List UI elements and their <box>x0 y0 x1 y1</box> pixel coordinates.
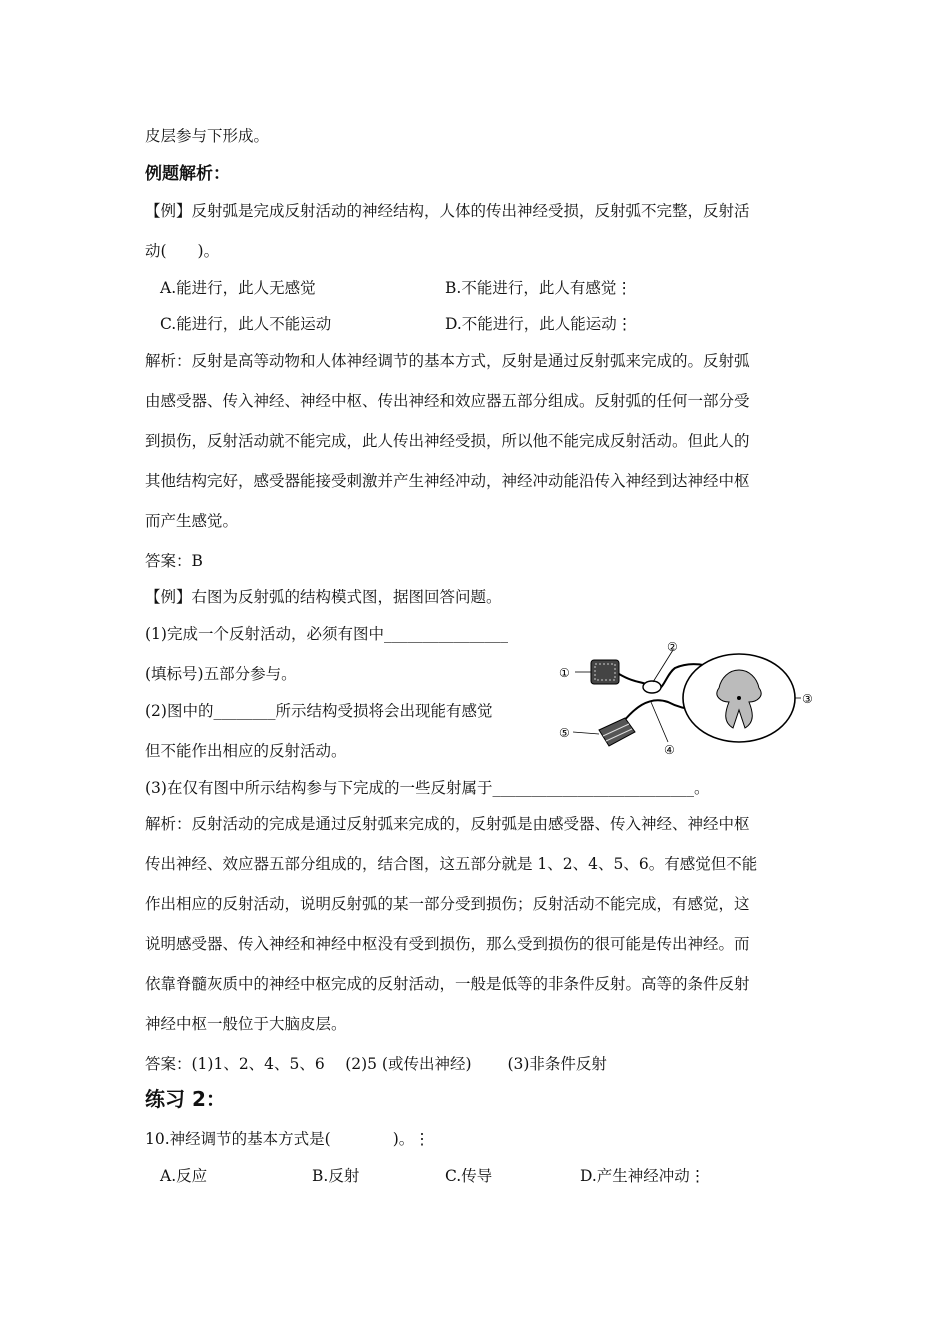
ex1-answer: 答案：B <box>145 552 203 570</box>
ex1-option-a: A.能进行，此人无感觉 <box>160 279 316 297</box>
ex2-question-1-line-1: (1)完成一个反射活动，必须有图中________________ <box>145 625 508 643</box>
ex2-question-3: (3)在仅有图中所示结构参与下完成的一些反射属于__________________________。 <box>145 779 710 797</box>
ex1-analysis-line: 而产生感觉。 <box>145 512 239 530</box>
q10-option-d: D.产生神经冲动⋮ <box>580 1167 706 1185</box>
ex2-answer: 答案：(1)1、2、4、5、6 (2)5 (或传出神经) (3)非条件反射 <box>145 1055 607 1073</box>
ex2-analysis-line: 神经中枢一般位于大脑皮层。 <box>145 1015 347 1033</box>
ex1-option-d: D.不能进行，此人能运动⋮ <box>445 315 633 333</box>
ex1-analysis-line: 其他结构完好，感受器能接受刺激并产生神经冲动，神经冲动能沿传入神经到达神经中枢 <box>145 472 750 490</box>
ex2-analysis-line: 传出神经、效应器五部分组成的，结合图，这五部分就是 1、2、4、5、6。有感觉但不能 <box>145 855 758 873</box>
receptor-figure <box>591 660 619 684</box>
effector-figure <box>599 718 635 746</box>
ex2-analysis-line: 解析：反射活动的完成是通过反射弧来完成的，反射弧是由感受器、传入神经、神经中枢 <box>145 815 750 833</box>
ex2-question-2-line-1: (2)图中的________所示结构受损将会出现能有感觉 <box>145 702 493 720</box>
intro-tail: 皮层参与下形成。 <box>145 127 270 145</box>
ex2-intro: 【例】右图为反射弧的结构模式图，据图回答问题。 <box>145 588 502 606</box>
practice-heading: 练习 2： <box>145 1087 226 1111</box>
examples-heading: 例题解析： <box>145 164 230 184</box>
figure-label-1: ① <box>559 666 570 680</box>
figure-label-3: ③ <box>802 692 813 706</box>
reflex-arc-diagram <box>553 640 815 762</box>
ex1-analysis-line: 到损伤，反射活动就不能完成，此人传出神经受损，所以他不能完成反射活动。但此人的 <box>145 432 750 450</box>
ex2-question-1-line-2: (填标号)五部分参与。 <box>145 665 297 683</box>
ex1-option-b: B.不能进行，此人有感觉⋮ <box>445 279 632 297</box>
ex2-question-2-line-2: 但不能作出相应的反射活动。 <box>145 742 347 760</box>
q10-stem: 10.神经调节的基本方式是( )。⋮ <box>145 1130 430 1148</box>
ex2-analysis-line: 作出相应的反射活动，说明反射弧的某一部分受到损伤；反射活动不能完成，有感觉，这 <box>145 895 750 913</box>
ex1-option-c: C.能进行，此人不能运动 <box>160 315 332 333</box>
ex1-analysis-line: 解析：反射是高等动物和人体神经调节的基本方式，反射是通过反射弧来完成的。反射弧 <box>145 352 750 370</box>
figure-label-2: ② <box>667 640 678 654</box>
ex1-question-line-2: 动( )。 <box>145 242 220 260</box>
spinal-cord-figure <box>683 654 795 742</box>
ex2-analysis-line: 依靠脊髓灰质中的神经中枢完成的反射活动，一般是低等的非条件反射。高等的条件反射 <box>145 975 750 993</box>
figure-label-4: ④ <box>664 743 675 757</box>
ex2-analysis-line: 说明感受器、传入神经和神经中枢没有受到损伤，那么受到损伤的很可能是传出神经。而 <box>145 935 750 953</box>
figure-label-5: ⑤ <box>559 726 570 740</box>
q10-option-a: A.反应 <box>160 1167 208 1185</box>
ex1-question-line-1: 【例】反射弧是完成反射活动的神经结构，人体的传出神经受损，反射弧不完整，反射活 <box>145 202 750 220</box>
q10-option-c: C.传导 <box>445 1167 493 1185</box>
q10-option-b: B.反射 <box>312 1167 360 1185</box>
ex1-analysis-line: 由感受器、传入神经、神经中枢、传出神经和效应器五部分组成。反射弧的任何一部分受 <box>145 392 750 410</box>
